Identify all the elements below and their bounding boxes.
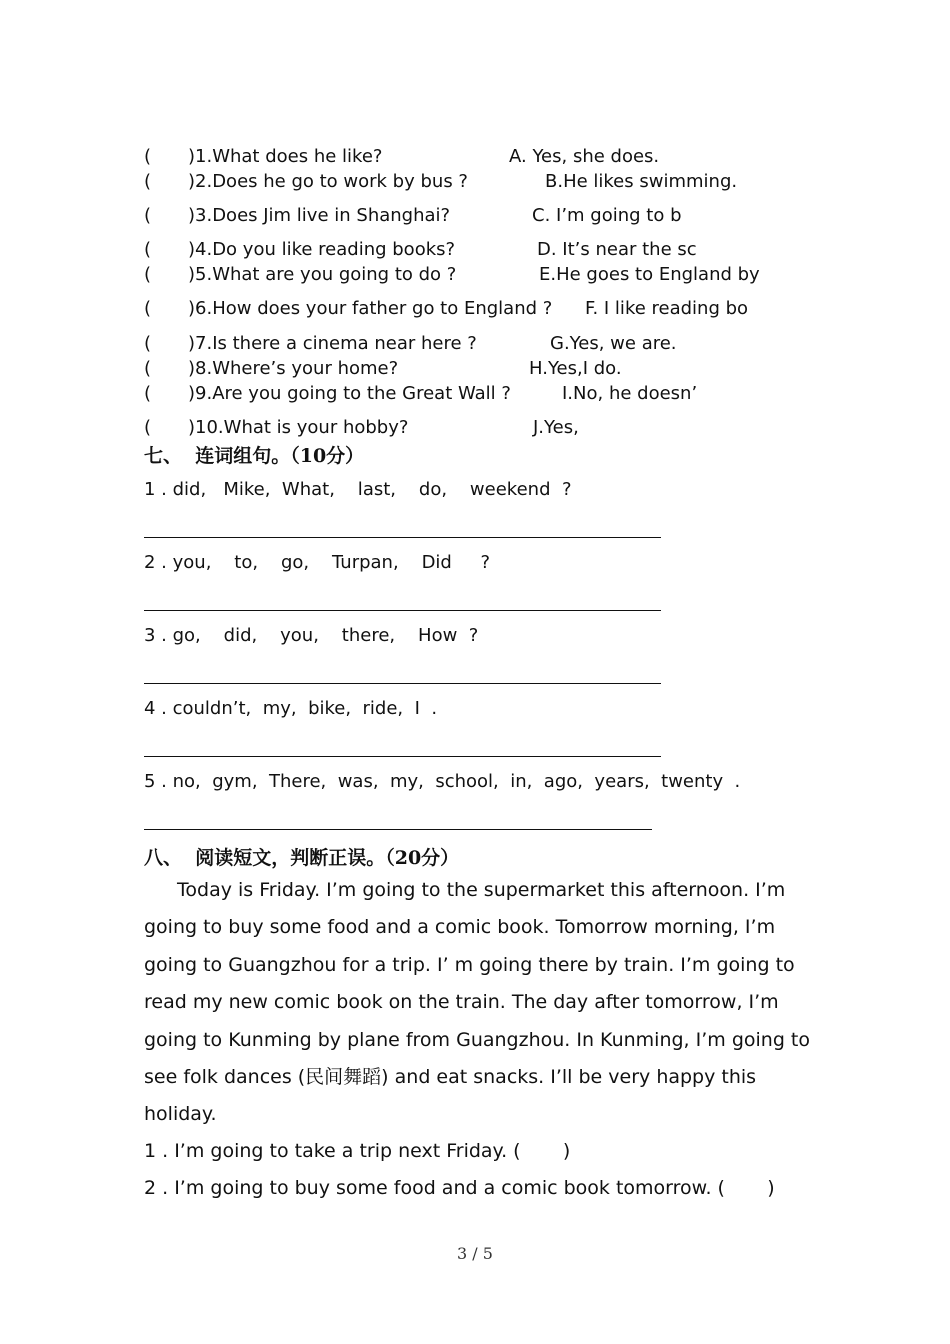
answer-paren[interactable]: (: [144, 298, 152, 319]
word-list: 3 . go, did, you, there, How ?: [144, 625, 479, 646]
matching-answer: A. Yes, she does.: [509, 146, 660, 167]
matching-question: )2.Does he go to work by bus ?: [188, 171, 468, 192]
matching-question: )9.Are you going to the Great Wall ?: [188, 383, 511, 404]
answer-paren[interactable]: (: [144, 333, 152, 354]
answer-paren[interactable]: (: [144, 264, 152, 285]
answer-line[interactable]: [144, 610, 661, 611]
answer-paren[interactable]: (: [144, 205, 152, 226]
matching-question: )4.Do you like reading books?: [188, 239, 456, 260]
word-list: 5 . no, gym, There, was, my, school, in, ago, years, twenty .: [144, 771, 741, 792]
answer-line[interactable]: [144, 683, 661, 684]
matching-question: )3.Does Jim live in Shanghai?: [188, 205, 451, 226]
reading-passage: [144, 872, 814, 1134]
matching-answer: D. It’s near the sc: [537, 239, 697, 260]
word-list: 4 . couldn’t, my, bike, ride, I .: [144, 698, 438, 719]
matching-question: )8.Where’s your home?: [188, 358, 399, 379]
answer-paren[interactable]: (: [144, 383, 152, 404]
judgment-item[interactable]: 1 . I’m going to take a trip next Friday. ( ): [144, 1140, 571, 1162]
answer-line[interactable]: [144, 537, 661, 538]
answer-paren[interactable]: (: [144, 146, 152, 167]
section-7-heading: 七、 连词组句。（10分）: [144, 445, 365, 467]
matching-answer: C. I’m going to b: [532, 205, 682, 226]
passage-text: Today is Friday. I’m going to the supermarket this afternoon. I’m going to buy some food and a comic book. Tomorrow morning, I’m going to Guangzhou for a trip. I’ m going there by train. I’m going to read my new comic book on the train. The day after tomorrow, I’m going to Kunming by plane from Guangzhou. In Kunming, I’m going to see folk dances (民间舞蹈) and eat snacks. I’ll be very happy this holiday.: [144, 879, 810, 1126]
answer-line[interactable]: [144, 756, 661, 757]
matching-answer: I.No, he doesn’: [562, 383, 698, 404]
matching-question: )5.What are you going to do ?: [188, 264, 457, 285]
word-list: 1 . did, Mike, What, last, do, weekend ?: [144, 479, 572, 500]
answer-paren[interactable]: (: [144, 358, 152, 379]
answer-paren[interactable]: (: [144, 417, 152, 438]
page-number: 3 / 5: [457, 1244, 493, 1263]
matching-answer: G.Yes, we are.: [550, 333, 677, 354]
matching-answer: H.Yes,I do.: [529, 358, 622, 379]
matching-question: )1.What does he like?: [188, 146, 383, 167]
matching-answer: E.He goes to England by: [539, 264, 760, 285]
word-list: 2 . you, to, go, Turpan, Did ?: [144, 552, 491, 573]
matching-question: )6.How does your father go to England ?: [188, 298, 553, 319]
section-8-heading: 八、 阅读短文，判断正误。（20分）: [144, 847, 460, 869]
answer-paren[interactable]: (: [144, 239, 152, 260]
matching-question: )10.What is your hobby?: [188, 417, 409, 438]
matching-question: )7.Is there a cinema near here ?: [188, 333, 477, 354]
matching-answer: J.Yes,: [533, 417, 579, 438]
answer-paren[interactable]: (: [144, 171, 152, 192]
matching-answer: B.He likes swimming.: [545, 171, 738, 192]
judgment-item[interactable]: 2 . I’m going to buy some food and a comic book tomorrow. ( ): [144, 1177, 775, 1199]
matching-answer: F. I like reading bo: [585, 298, 749, 319]
answer-line[interactable]: [144, 829, 652, 830]
